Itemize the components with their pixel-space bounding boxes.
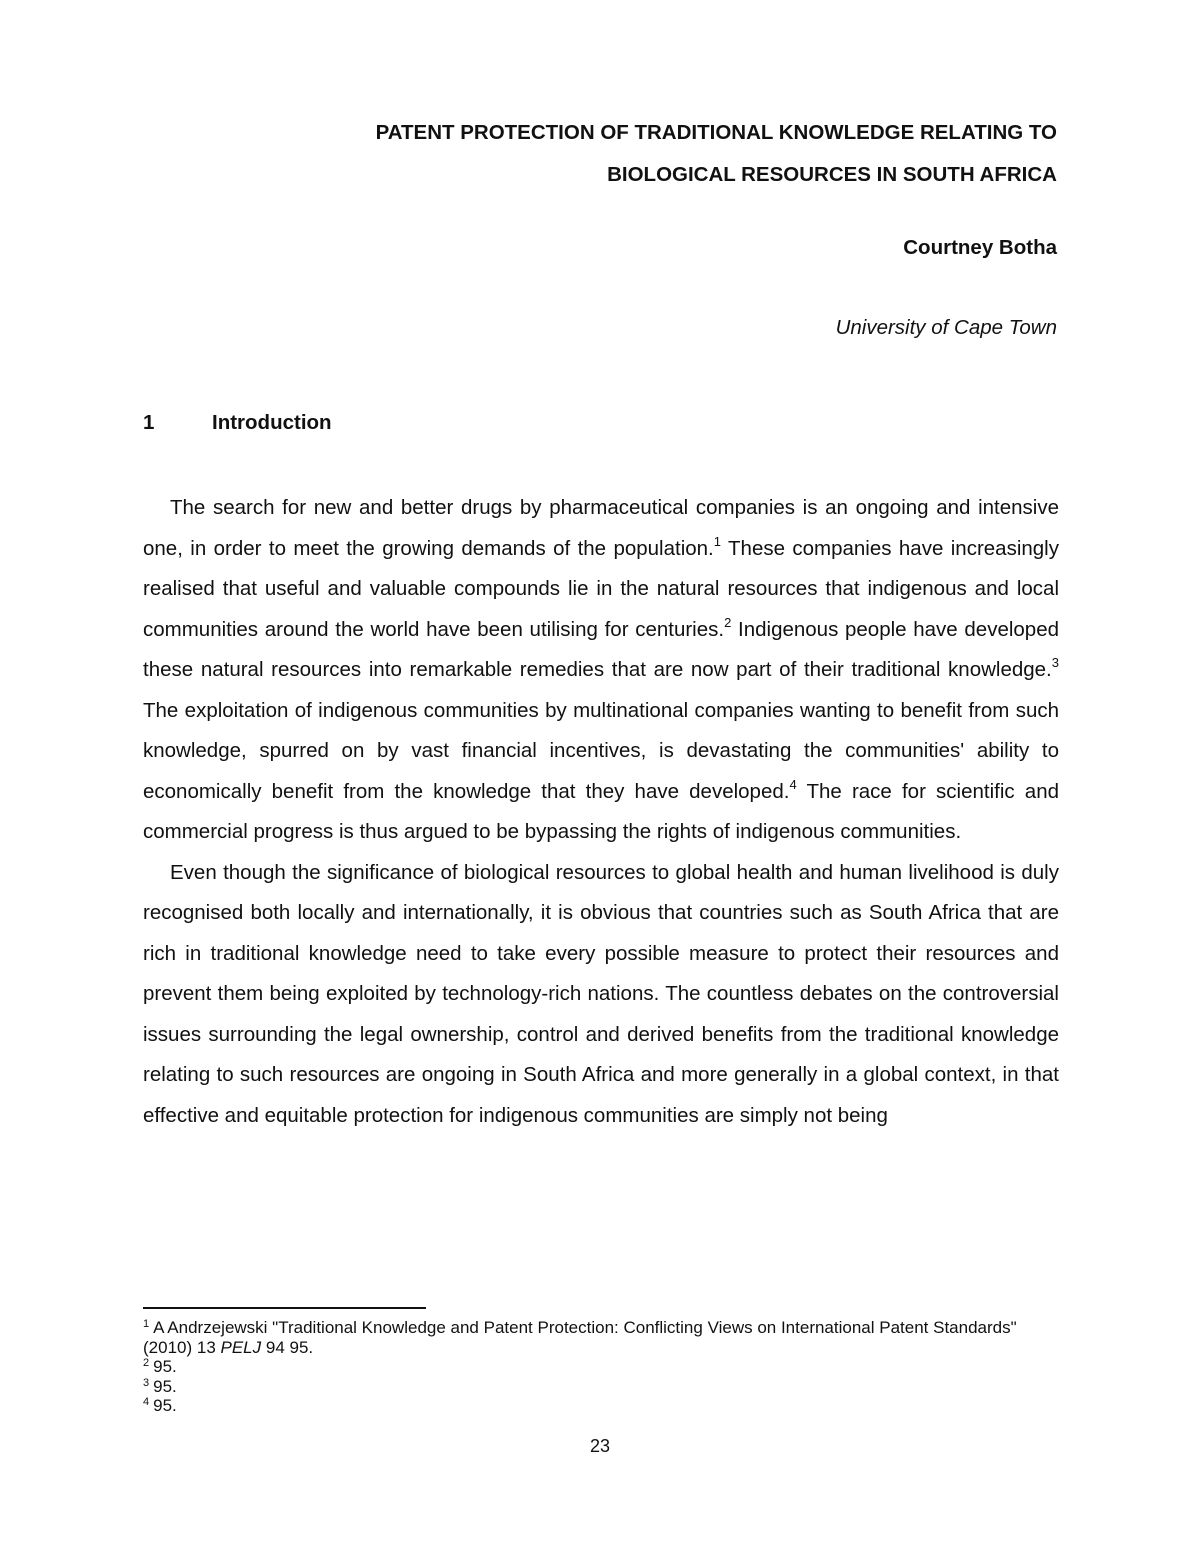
footnote-1-number: 1 — [143, 1318, 150, 1330]
footnote-3-number: 3 — [143, 1376, 150, 1389]
section-number: 1 — [143, 411, 155, 434]
footnote-1-journal: PELJ — [220, 1337, 262, 1357]
paragraph-1-sentence-4: The exploitation of indigenous communities by multinational companies wanting to benefit from such knowledge, spurred on by vast financial incentives, is devastating the communities' ability to economically benefit from the knowledge that they have developed. — [143, 698, 1059, 803]
footnote-4-text: 95. — [153, 1396, 177, 1415]
footnote-ref-2[interactable]: 2 — [724, 614, 732, 630]
paragraph-1-sentence-2: These companies have increasingly realised that useful and valuable compounds lie in the natural resources that indigenous and local communities around the world have been utilising for centuries. — [143, 536, 1059, 641]
footnote-separator — [143, 1307, 426, 1309]
article-title-line-2: BIOLOGICAL RESOURCES IN SOUTH AFRICA — [607, 163, 1057, 186]
page-number: 23 — [589, 1436, 611, 1456]
author-affiliation: University of Cape Town — [835, 316, 1057, 339]
body-text — [143, 488, 1059, 1136]
paragraph-1-sentence-5: The race for scientific and commercial progress is thus argued to be bypassing the rights of indigenous communities. — [143, 779, 1059, 843]
footnote-1-text-before: A Andrzejewski "Traditional Knowledge and Patent Protection: Conflicting Views on International Patent Standards" (2010) 13 — [143, 1318, 1017, 1357]
footnote-2 — [143, 1357, 1059, 1377]
footnote-4 — [143, 1396, 1059, 1416]
author-name: Courtney Botha — [903, 236, 1057, 259]
section-title: Introduction — [212, 411, 332, 434]
paragraph-1-sentence-3: Indigenous people have developed these natural resources into remarkable remedies that are now part of their traditional knowledge. — [143, 617, 1060, 681]
footnote-4-number: 4 — [143, 1396, 150, 1408]
footnote-ref-4[interactable]: 4 — [789, 776, 797, 792]
footnotes — [143, 1318, 1059, 1416]
footnote-3 — [143, 1377, 1059, 1397]
footnote-ref-3[interactable]: 3 — [1051, 655, 1059, 670]
footnote-ref-1[interactable]: 1 — [713, 533, 721, 549]
footnote-1-text-after: 94 95. — [261, 1337, 314, 1357]
footnote-1 — [143, 1318, 1059, 1357]
footnote-3-text: 95. — [153, 1376, 177, 1396]
article-title-line-1: PATENT PROTECTION OF TRADITIONAL KNOWLEDGE RELATING TO — [375, 121, 1057, 144]
section-heading — [143, 411, 332, 435]
article-title — [376, 112, 1057, 196]
footnote-2-number: 2 — [143, 1357, 150, 1369]
paragraph-1 — [143, 488, 1059, 853]
footnote-2-text: 95. — [153, 1357, 177, 1376]
paragraph-1-sentence-1: The search for new and better drugs by pharmaceutical companies is an ongoing and intensive one, in order to meet the growing demands of the population. — [143, 496, 1059, 560]
paragraph-2: Even though the significance of biological resources to global health and human livelihood is duly recognised both locally and internationally, it is obvious that countries such as South Africa that are rich in traditional knowledge need to take every possible measure to protect their resources and prevent them being exploited by technology-rich nations. The countless debates on the controversial issues surrounding the legal ownership, control and derived benefits from the traditional knowledge relating to such resources are ongoing in South Africa and more generally in a global context, in that effective and equitable protection for indigenous communities are simply not being — [143, 860, 1059, 1127]
